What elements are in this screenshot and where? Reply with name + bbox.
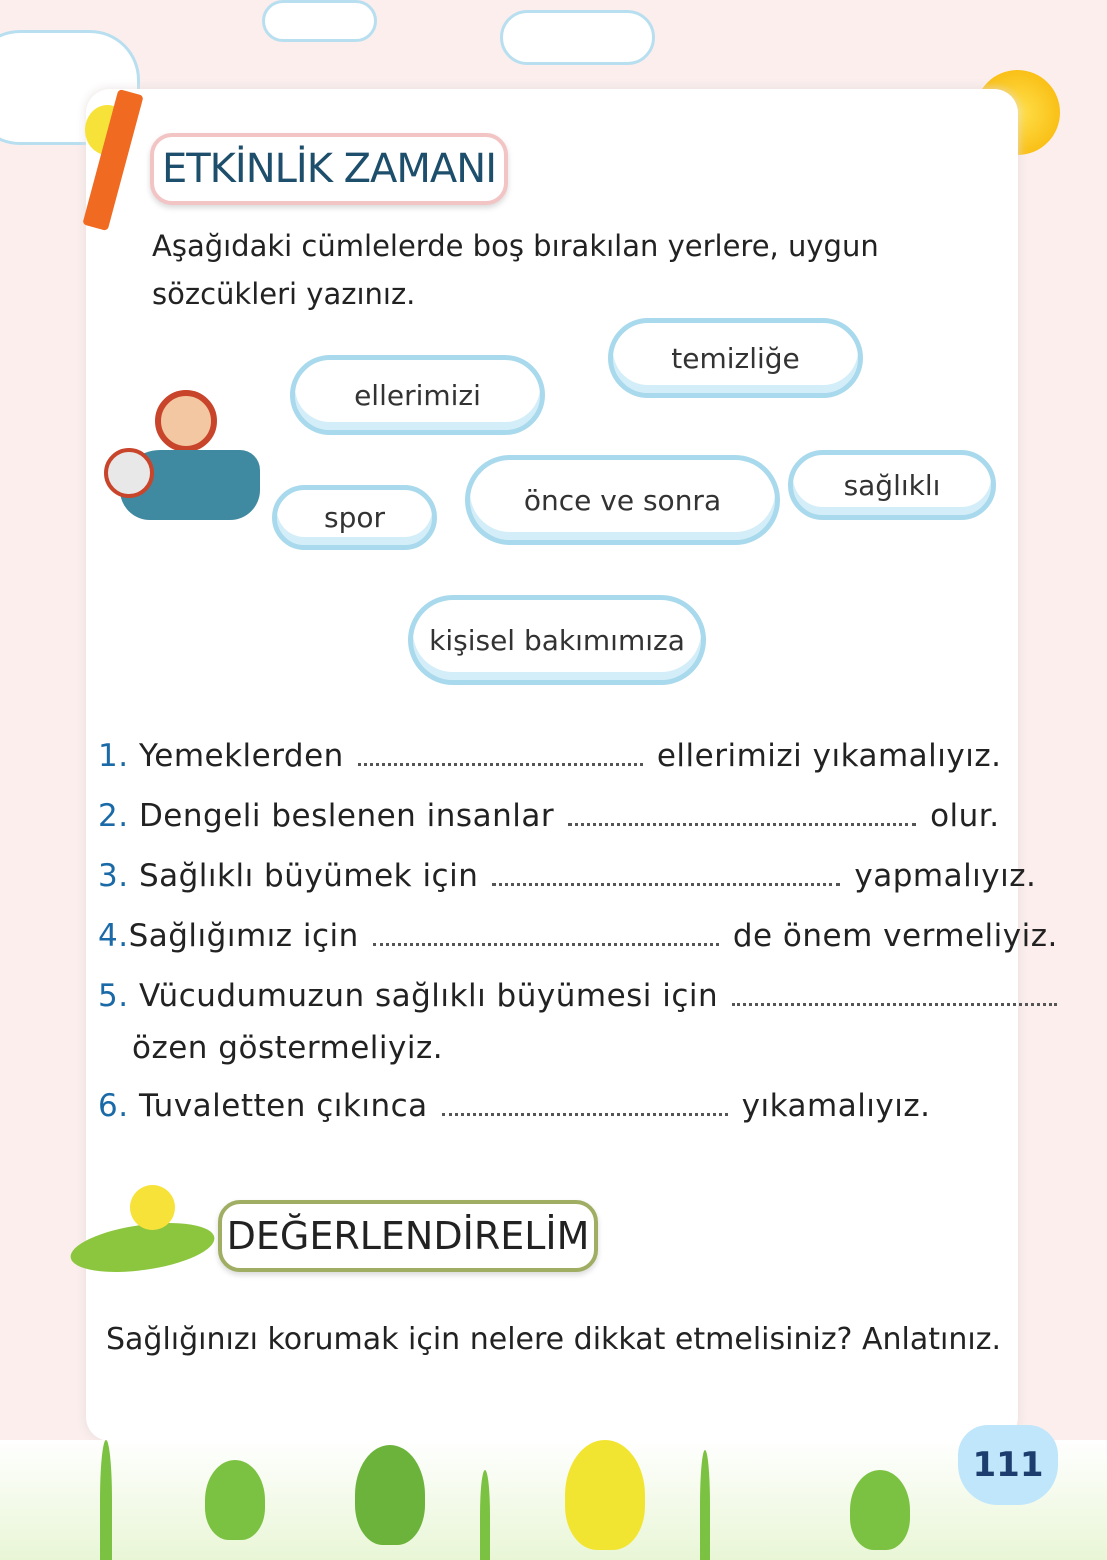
activity-instruction: Aşağıdaki cümlelerde boş bırakılan yerlere, uygun sözcükleri yazınız.: [152, 229, 879, 311]
sentence-number: 5.: [98, 978, 129, 1014]
sentence-text: olur.: [930, 798, 1000, 834]
sentence-text: de önem vermeliyiz.: [732, 918, 1058, 954]
sentence-text: özen göstermeliyiz.: [132, 1030, 444, 1066]
word-cloud: temizliğe: [608, 318, 863, 398]
sentence-number: 3.: [98, 858, 129, 894]
page-number: 111: [958, 1425, 1058, 1505]
sentence-2: [98, 798, 1000, 834]
grass-decoration: [0, 1440, 1107, 1560]
word-cloud: önce ve sonra: [465, 455, 780, 545]
activity-title: ETKİNLİK ZAMANI: [150, 133, 508, 205]
sky-cloud: [262, 0, 377, 42]
blank[interactable]: [358, 748, 643, 766]
sentence-3: [98, 858, 1036, 894]
sentence-5-continued: [132, 1030, 443, 1066]
word-cloud: spor: [272, 485, 437, 550]
word-cloud: ellerimizi: [290, 355, 545, 435]
sentence-5: [98, 978, 1071, 1014]
sentence-text: Yemeklerden: [138, 738, 344, 774]
blank[interactable]: [373, 928, 719, 946]
word-cloud: sağlıklı: [788, 450, 996, 520]
blank[interactable]: [568, 808, 916, 826]
blank[interactable]: [492, 868, 840, 886]
blank[interactable]: [442, 1098, 728, 1116]
blank[interactable]: [732, 988, 1057, 1006]
sentence-1: [98, 738, 1002, 774]
sentence-text: yapmalıyız.: [854, 858, 1037, 894]
sentence-4: [98, 918, 1058, 954]
sentence-text: Sağlıklı büyümek için: [138, 858, 479, 894]
sentence-text: Sağlığımız için: [128, 918, 359, 954]
sentence-text: yıkamalıyız.: [741, 1088, 931, 1124]
sentence-text: Tuvaletten çıkınca: [138, 1088, 428, 1124]
evaluation-title: DEĞERLENDİRELİM: [218, 1200, 598, 1272]
sentence-6: [98, 1088, 931, 1124]
sentence-number: 1.: [98, 738, 129, 774]
sentence-number: 4.: [98, 918, 129, 954]
sentence-number: 2.: [98, 798, 129, 834]
evaluation-question: Sağlığınızı korumak için nelere dikkat etmelisiniz? Anlatınız.: [106, 1322, 1002, 1357]
sentence-number: 6.: [98, 1088, 129, 1124]
sentence-text: Dengeli beslenen insanlar: [138, 798, 555, 834]
sentence-text: Vücudumuzun sağlıklı büyümesi için: [138, 978, 719, 1014]
word-cloud: kişisel bakımımıza: [408, 595, 706, 685]
sky-cloud: [500, 10, 655, 65]
sentence-text: ellerimizi yıkamalıyız.: [656, 738, 1002, 774]
